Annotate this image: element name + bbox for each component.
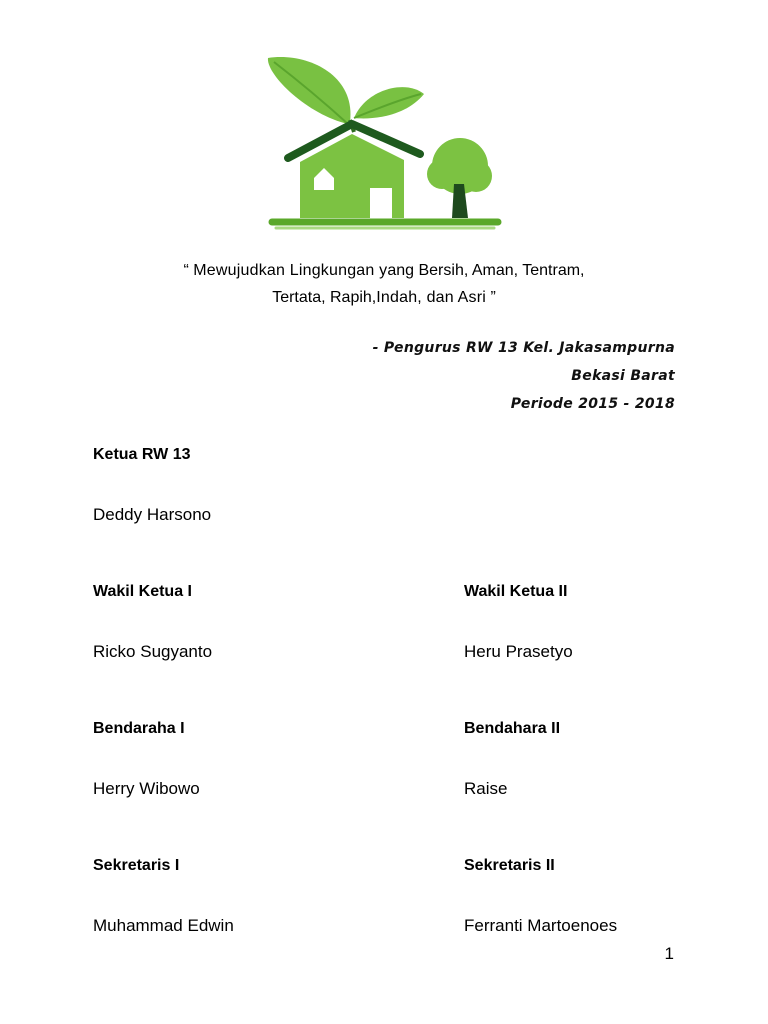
- motto-rest: ang Bersih, Aman, Tentram,: [387, 262, 585, 279]
- motto-part-d: Asri: [457, 289, 487, 306]
- rw13-logo: [266, 54, 502, 234]
- bendahara-2-name: Raise: [464, 779, 508, 798]
- sekretaris-2-label: Sekretaris II: [464, 857, 555, 874]
- wakil-ketua-1-label: Wakil Ketua I: [93, 583, 192, 600]
- sekretaris-2-name: Ferranti Martoenoes: [464, 916, 618, 935]
- page-number: 1: [664, 944, 674, 963]
- signature-line-3: Periode 2015 - 2018: [510, 396, 675, 412]
- motto-part-b: Indah: [376, 289, 418, 306]
- motto-line-1: [0, 259, 768, 283]
- bendahara-2-label: Bendahara II: [464, 720, 561, 737]
- quote-open: “: [183, 262, 194, 279]
- motto-part-a: Tertata, Rapih,: [272, 289, 377, 306]
- green-house-leaves-tree-icon: [266, 54, 502, 234]
- motto-part-c: , dan: [417, 289, 458, 306]
- motto-line-2: [0, 286, 768, 310]
- wakil-ketua-2-name: Heru Prasetyo: [464, 642, 573, 661]
- bendahara-1-label: Bendaraha I: [93, 720, 185, 737]
- bendahara-1-name: Herry Wibowo: [93, 779, 200, 798]
- sekretaris-1-name: Muhammad Edwin: [93, 916, 234, 935]
- quote-close: ”: [486, 289, 496, 306]
- sekretaris-1-label: Sekretaris I: [93, 857, 180, 874]
- wakil-ketua-1-name: Ricko Sugyanto: [93, 642, 213, 661]
- signature-line-1: - Pengurus RW 13 Kel. Jakasampurna: [372, 340, 675, 356]
- wakil-ketua-2-label: Wakil Ketua II: [464, 583, 568, 600]
- motto-emphasis: Mewujudkan Lingkungan y: [193, 262, 388, 279]
- ketua-name: Deddy Harsono: [93, 505, 212, 524]
- signature-line-2: Bekasi Barat: [571, 368, 675, 384]
- ketua-label: Ketua RW 13: [93, 446, 191, 463]
